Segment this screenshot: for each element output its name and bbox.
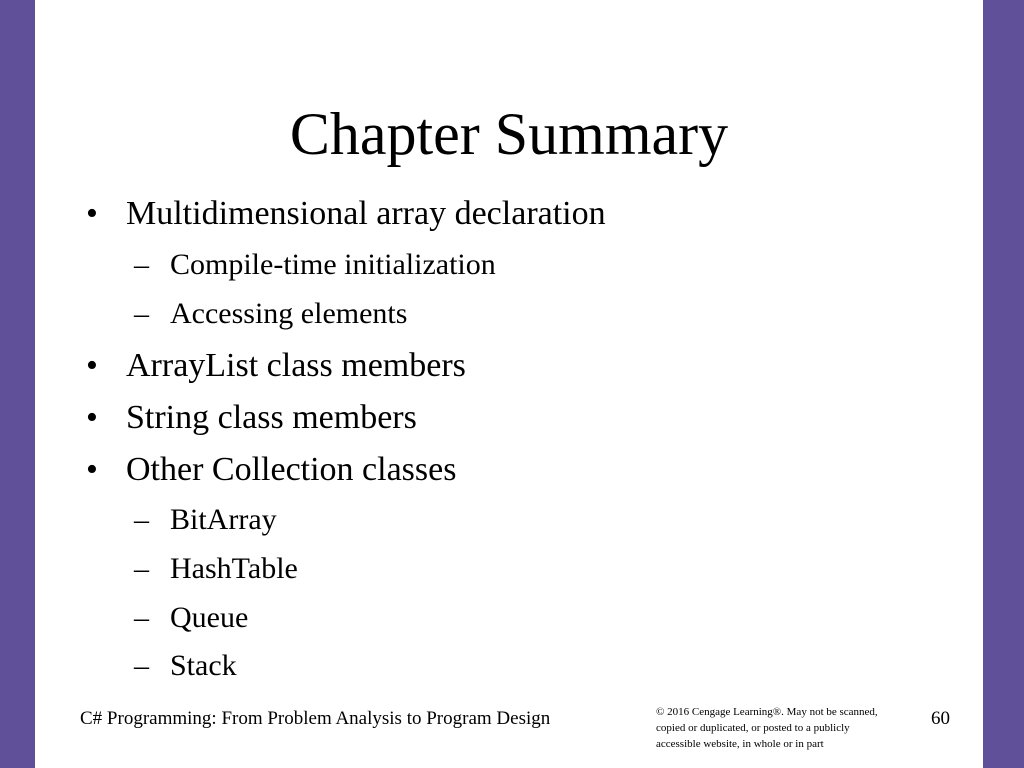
- bullet-marker: •: [86, 399, 98, 436]
- footer-course-title: C# Programming: From Problem Analysis to Program Design: [80, 708, 551, 729]
- sub-bullet-marker: –: [134, 649, 149, 682]
- sub-bullet-marker: –: [134, 601, 149, 634]
- sub-bullet-marker: –: [134, 503, 149, 536]
- copyright-line: © 2016 Cengage Learning®. May not be scanned,: [656, 706, 878, 718]
- copyright-line: copied or duplicated, or posted to a publicly: [656, 722, 850, 734]
- bullet-marker: •: [86, 451, 98, 488]
- sub-bullet-marker: –: [134, 552, 149, 585]
- bullet-marker: •: [86, 195, 98, 232]
- footer-copyright: [656, 704, 896, 752]
- copyright-line: accessible website, in whole or in part: [656, 738, 824, 750]
- sub-bullet-text: HashTable: [170, 552, 298, 585]
- slide-title: Chapter Summary: [289, 101, 729, 167]
- sub-bullet-text: Compile-time initialization: [170, 248, 496, 281]
- sub-bullet-marker: –: [134, 248, 149, 281]
- sub-bullet-text: Queue: [170, 601, 249, 634]
- bullet-text: ArrayList class members: [126, 347, 466, 384]
- sub-bullet-text: Stack: [170, 649, 237, 682]
- sub-bullet-marker: –: [134, 297, 149, 330]
- page-number: 60: [931, 708, 950, 729]
- sub-bullet-text: BitArray: [170, 503, 277, 536]
- bullet-text: Other Collection classes: [126, 451, 457, 488]
- bullet-marker: •: [86, 347, 98, 384]
- sub-bullet-text: Accessing elements: [170, 297, 408, 330]
- bullet-text: Multidimensional array declaration: [126, 195, 606, 232]
- bullet-text: String class members: [126, 399, 417, 436]
